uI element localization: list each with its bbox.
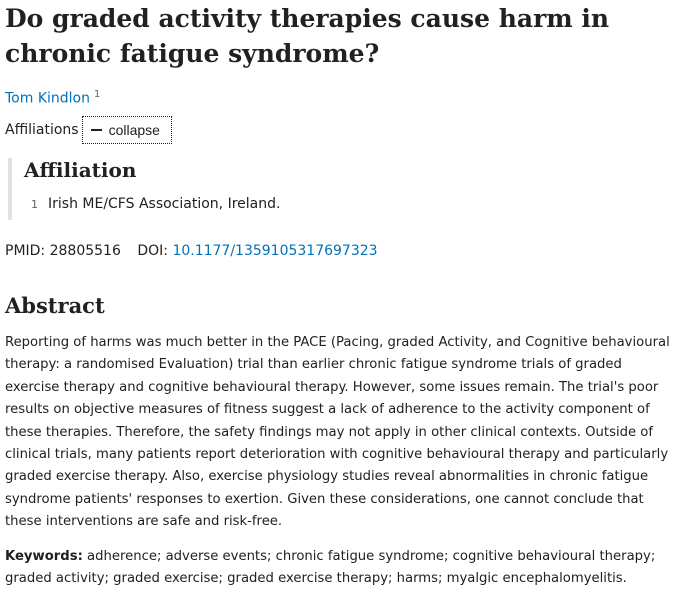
doi-link[interactable]: 10.1177/1359105317697323: [172, 243, 378, 259]
affiliation-text: Irish ME/CFS Association, Ireland.: [48, 196, 281, 212]
affiliation-number: 1: [31, 198, 38, 211]
pmid-value: 28805516: [49, 243, 121, 259]
affiliations-row: [5, 115, 172, 145]
affiliations-panel: [8, 158, 612, 220]
affiliations-label: Affiliations: [5, 122, 79, 138]
article-identifiers: [5, 241, 378, 261]
pmid-label: PMID:: [5, 243, 46, 259]
affiliation-item: [31, 194, 280, 215]
doi-label: DOI:: [137, 243, 168, 259]
minus-icon: [91, 129, 102, 131]
collapse-label: collapse: [108, 122, 160, 138]
keywords-label: Keywords:: [5, 549, 83, 564]
keywords-list: adherence; adverse events; chronic fatigue syndrome; cognitive behavioural therapy; graded activity; graded exercise; graded exercise therapy; harms; myalgic encephalomyelitis.: [5, 549, 656, 587]
article-title: Do graded activity therapies cause harm in chronic fatigue syndrome?: [5, 4, 610, 68]
keywords-paragraph: [5, 546, 673, 591]
affiliations-collapse-button[interactable]: [82, 116, 172, 144]
abstract-heading: Abstract: [5, 293, 105, 318]
abstract-text: Reporting of harms was much better in the PACE (Pacing, graded Activity, and Cognitive behavioural therapy: a randomised Evaluation) trial than earlier chronic fatigue syndrome trials of graded exercise therapy and cognitive behavioural therapy. However, some issues remain. The trial's poor results on objective measures of fitness suggest a lack of adherence to the activity component of these therapies. Therefore, the safety findings may not apply in other clinical contexts. Outside of clinical trials, many patients report deterioration with cognitive behavioural therapy and particularly graded exercise therapy. Also, exercise physiology studies reveal abnormalities in chronic fatigue syndrome patients' responses to exertion. Given these considerations, one cannot conclude that these interventions are safe and risk-free.: [5, 335, 670, 530]
author-list: [5, 85, 100, 109]
affiliation-heading: Affiliation: [24, 158, 137, 182]
author-affiliation-ref[interactable]: 1: [93, 89, 101, 100]
author-link[interactable]: Tom Kindlon: [5, 90, 90, 107]
